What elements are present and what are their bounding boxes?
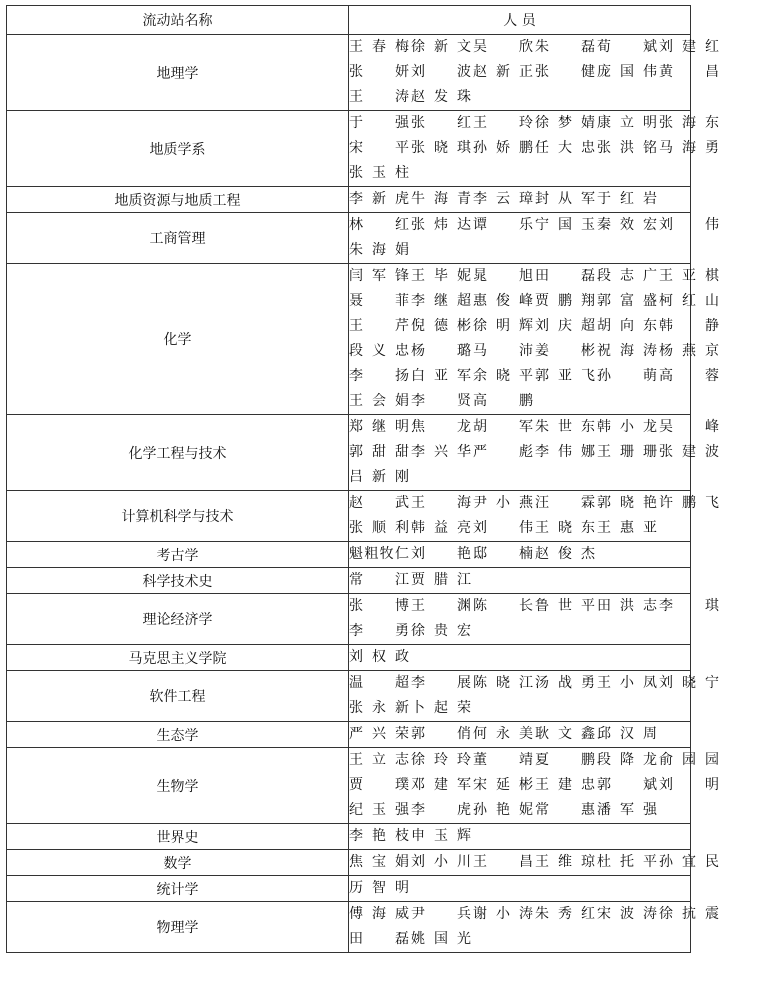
person-name: 李 扬 <box>349 368 409 384</box>
person-name: 温 超 <box>349 675 409 691</box>
person-name: 惠俊峰 <box>473 293 533 309</box>
person-name: 李艳枝 <box>349 828 409 844</box>
people-list <box>349 264 781 414</box>
person-name: 王 海 <box>411 495 471 511</box>
person-name: 朱海娟 <box>349 242 409 258</box>
person-name: 韩 静 <box>659 318 719 334</box>
person-name: 纪玉强 <box>349 802 409 818</box>
person-name: 刘 艳 <box>411 546 471 562</box>
person-name: 王会娟 <box>349 393 409 409</box>
person-name: 刘 明 <box>659 777 719 793</box>
person-name: 张顺利 <box>349 520 409 536</box>
person-name: 卜起荣 <box>411 700 471 716</box>
people-cell <box>349 645 691 671</box>
person-name: 邸 楠 <box>473 546 533 562</box>
person-name: 郭 俏 <box>411 726 471 742</box>
person-name: 秦效宏 <box>597 217 657 233</box>
person-name: 吴 欣 <box>473 39 533 55</box>
person-name: 刘 伟 <box>473 520 533 536</box>
table-row <box>7 876 691 902</box>
person-name: 刘小川 <box>411 854 471 870</box>
people-list <box>349 111 781 186</box>
table-row <box>7 824 691 850</box>
person-name: 韩益亮 <box>411 520 471 536</box>
station-name: 理论经济学 <box>7 594 349 645</box>
person-name: 于 强 <box>349 115 409 131</box>
person-name: 许鹏飞 <box>659 495 719 511</box>
people-list <box>349 722 781 747</box>
person-name: 封从军 <box>535 191 595 207</box>
person-name: 王 昌 <box>473 854 533 870</box>
people-cell <box>349 264 719 415</box>
table-row <box>7 722 691 748</box>
person-name: 严兴荣 <box>349 726 409 742</box>
person-name: 徐玲玲 <box>411 752 471 768</box>
person-name: 郭甜甜 <box>349 444 409 460</box>
person-name: 王春梅 <box>349 39 409 55</box>
people-list <box>349 491 781 541</box>
people-cell <box>349 491 719 542</box>
person-name: 王惠亚 <box>597 520 657 536</box>
person-name: 焦宝娟 <box>349 854 409 870</box>
person-name: 谭 乐 <box>473 217 533 233</box>
person-name: 刘 波 <box>411 64 471 80</box>
person-name: 马海勇 <box>659 140 719 156</box>
person-name: 宁国玉 <box>535 217 595 233</box>
person-name: 张永新 <box>349 700 409 716</box>
person-name: 赵新正 <box>473 64 533 80</box>
person-name: 王 芹 <box>349 318 409 334</box>
person-name: 张海东 <box>659 115 719 131</box>
people-cell <box>349 722 691 748</box>
person-name: 姜 彬 <box>535 343 595 359</box>
person-name: 王建忠 <box>535 777 595 793</box>
person-name: 宋 平 <box>349 140 409 156</box>
table-row <box>7 748 691 824</box>
person-name: 常 惠 <box>535 802 595 818</box>
person-name: 王毕妮 <box>411 268 471 284</box>
table-row <box>7 415 691 491</box>
table-body <box>7 35 719 953</box>
person-name: 刘 伟 <box>659 217 719 233</box>
person-name: 孙娇鹏 <box>473 140 533 156</box>
person-name: 徐贵宏 <box>411 623 471 639</box>
station-name: 地质学系 <box>7 111 349 187</box>
people-list <box>349 568 781 593</box>
person-name: 徐抗震 <box>659 906 719 922</box>
person-name: 吕新刚 <box>349 469 409 485</box>
people-list <box>349 542 781 567</box>
person-name: 孙 萌 <box>597 368 657 384</box>
table-row <box>7 671 691 722</box>
person-name: 朱 磊 <box>535 39 595 55</box>
person-name: 孙艳妮 <box>473 802 533 818</box>
person-name: 徐明辉 <box>473 318 533 334</box>
person-name: 李伟娜 <box>535 444 595 460</box>
station-name: 地理学 <box>7 35 349 111</box>
person-name: 王亚棋 <box>659 268 719 284</box>
person-name: 高 蓉 <box>659 368 719 384</box>
people-cell <box>349 111 719 187</box>
person-name: 李 琪 <box>659 598 719 614</box>
station-name: 工商管理 <box>7 213 349 264</box>
people-list <box>349 415 781 490</box>
person-name: 宋波涛 <box>597 906 657 922</box>
person-name: 耿文鑫 <box>535 726 595 742</box>
person-name: 俞园园 <box>659 752 719 768</box>
person-name: 刘权政 <box>349 649 409 665</box>
person-name: 汪 霖 <box>535 495 595 511</box>
station-name: 马克思主义学院 <box>7 645 349 671</box>
people-list <box>349 213 781 263</box>
person-name: 贾鹏翔 <box>535 293 595 309</box>
person-name: 李云璋 <box>473 191 533 207</box>
person-name: 荀 斌 <box>597 39 657 55</box>
person-name: 胡向东 <box>597 318 657 334</box>
people-list <box>349 824 781 849</box>
person-name: 黄 昌 <box>659 64 719 80</box>
station-name: 考古学 <box>7 542 349 568</box>
person-name: 陈晓江 <box>473 675 533 691</box>
person-name: 邓建军 <box>411 777 471 793</box>
person-name: 贾 璞 <box>349 777 409 793</box>
people-cell <box>349 876 691 902</box>
people-list <box>349 187 781 212</box>
person-name: 胡 军 <box>473 419 533 435</box>
person-name: 董 靖 <box>473 752 533 768</box>
people-cell <box>349 415 719 491</box>
people-cell <box>349 35 719 111</box>
person-name: 李 勇 <box>349 623 409 639</box>
person-name: 张玉柱 <box>349 165 409 181</box>
person-name: 朱世东 <box>535 419 595 435</box>
table-row <box>7 264 691 415</box>
person-name: 段志广 <box>597 268 657 284</box>
table-row <box>7 111 691 187</box>
station-name: 科学技术史 <box>7 568 349 594</box>
person-name: 姚国光 <box>411 931 471 947</box>
table-row <box>7 491 691 542</box>
person-name: 任大忠 <box>535 140 595 156</box>
table-row <box>7 568 691 594</box>
person-name: 张 红 <box>411 115 471 131</box>
person-name: 宋延彬 <box>473 777 533 793</box>
person-name: 张晓琪 <box>411 140 471 156</box>
person-name: 余晓平 <box>473 368 533 384</box>
person-name: 吴 峰 <box>659 419 719 435</box>
person-name: 段降龙 <box>597 752 657 768</box>
person-name: 祝海涛 <box>597 343 657 359</box>
people-cell <box>349 594 719 645</box>
person-name: 李 贤 <box>411 393 471 409</box>
person-name: 赵发珠 <box>411 89 471 105</box>
person-name: 李新虎 <box>349 191 409 207</box>
people-cell <box>349 187 691 213</box>
person-name: 何永美 <box>473 726 533 742</box>
postdoc-station-table <box>6 5 719 953</box>
station-name: 化学 <box>7 264 349 415</box>
person-name: 谢小涛 <box>473 906 533 922</box>
person-name: 田 磊 <box>349 931 409 947</box>
header-people: 人 员 <box>349 6 691 35</box>
station-name: 化学工程与技术 <box>7 415 349 491</box>
person-name: 王 渊 <box>411 598 471 614</box>
person-name: 鲁世平 <box>535 598 595 614</box>
people-cell <box>349 748 719 824</box>
station-name: 生物学 <box>7 748 349 824</box>
station-name: 统计学 <box>7 876 349 902</box>
person-name: 杜托平 <box>597 854 657 870</box>
person-name: 王 涛 <box>349 89 409 105</box>
station-name: 地质资源与地质工程 <box>7 187 349 213</box>
person-name: 陈 长 <box>473 598 533 614</box>
table-row <box>7 594 691 645</box>
person-name: 杨 璐 <box>411 343 471 359</box>
person-name: 常 江 <box>349 572 409 588</box>
person-name: 赵俊杰 <box>535 546 595 562</box>
people-cell <box>349 542 691 568</box>
person-name: 杨燕京 <box>659 343 719 359</box>
person-name: 王珊珊 <box>597 444 657 460</box>
person-name: 刘晓宁 <box>659 675 719 691</box>
table-row <box>7 213 691 264</box>
person-name: 王晓东 <box>535 520 595 536</box>
person-name: 段义忠 <box>349 343 409 359</box>
person-name: 韩小龙 <box>597 419 657 435</box>
table-header-row <box>7 6 691 35</box>
person-name: 潘军强 <box>597 802 657 818</box>
person-name: 申玉辉 <box>411 828 471 844</box>
person-name: 朱秀红 <box>535 906 595 922</box>
person-name: 孙宜民 <box>659 854 719 870</box>
person-name: 夏 鹏 <box>535 752 595 768</box>
station-name: 计算机科学与技术 <box>7 491 349 542</box>
person-name: 郑继明 <box>349 419 409 435</box>
person-name: 闫军锋 <box>349 268 409 284</box>
people-list <box>349 671 781 721</box>
person-name: 王小凤 <box>597 675 657 691</box>
person-name: 焦 龙 <box>411 419 471 435</box>
person-name: 白亚军 <box>411 368 471 384</box>
person-name: 徐新文 <box>411 39 471 55</box>
person-name: 张炜达 <box>411 217 471 233</box>
table-row <box>7 902 691 953</box>
person-name: 贾腊江 <box>411 572 471 588</box>
person-name: 李 展 <box>411 675 471 691</box>
person-name: 邱汉周 <box>597 726 657 742</box>
station-name: 软件工程 <box>7 671 349 722</box>
person-name: 历智明 <box>349 880 409 896</box>
person-name: 张 妍 <box>349 64 409 80</box>
people-list <box>349 35 781 110</box>
person-name: 王 玲 <box>473 115 533 131</box>
person-name: 王维琼 <box>535 854 595 870</box>
table-row <box>7 542 691 568</box>
person-name: 郭亚飞 <box>535 368 595 384</box>
person-name: 王立志 <box>349 752 409 768</box>
person-name: 魁粗牧仁 <box>349 546 409 562</box>
person-name: 林 红 <box>349 217 409 233</box>
person-name: 张 健 <box>535 64 595 80</box>
station-name: 数学 <box>7 850 349 876</box>
person-name: 倪德彬 <box>411 318 471 334</box>
people-cell <box>349 671 719 722</box>
person-name: 田洪志 <box>597 598 657 614</box>
person-name: 严 彪 <box>473 444 533 460</box>
people-list <box>349 876 781 901</box>
table-row <box>7 187 691 213</box>
station-name: 物理学 <box>7 902 349 953</box>
person-name: 高 鹏 <box>473 393 533 409</box>
person-name: 徐梦婧 <box>535 115 595 131</box>
person-name: 于红岩 <box>597 191 657 207</box>
station-name: 世界史 <box>7 824 349 850</box>
people-cell <box>349 824 691 850</box>
person-name: 田 磊 <box>535 268 595 284</box>
person-name: 刘建红 <box>659 39 719 55</box>
people-list <box>349 594 781 644</box>
person-name: 汤战勇 <box>535 675 595 691</box>
table-row <box>7 645 691 671</box>
person-name: 郭晓艳 <box>597 495 657 511</box>
person-name: 郭 斌 <box>597 777 657 793</box>
header-station: 流动站名称 <box>7 6 349 35</box>
person-name: 郭富盛 <box>597 293 657 309</box>
people-cell <box>349 568 691 594</box>
people-list <box>349 850 781 875</box>
person-name: 李 虎 <box>411 802 471 818</box>
person-name: 张 博 <box>349 598 409 614</box>
person-name: 张洪铭 <box>597 140 657 156</box>
people-cell <box>349 902 719 953</box>
person-name: 康立明 <box>597 115 657 131</box>
person-name: 刘庆超 <box>535 318 595 334</box>
person-name: 李继超 <box>411 293 471 309</box>
people-list <box>349 645 781 670</box>
person-name: 尹小燕 <box>473 495 533 511</box>
people-list <box>349 902 781 952</box>
table-row <box>7 35 691 111</box>
person-name: 柯红山 <box>659 293 719 309</box>
person-name: 庞国伟 <box>597 64 657 80</box>
person-name: 张建波 <box>659 444 719 460</box>
people-cell <box>349 850 719 876</box>
person-name: 尹 兵 <box>411 906 471 922</box>
station-name: 生态学 <box>7 722 349 748</box>
person-name: 傅海威 <box>349 906 409 922</box>
person-name: 赵 武 <box>349 495 409 511</box>
person-name: 聂 菲 <box>349 293 409 309</box>
table-row <box>7 850 691 876</box>
person-name: 李兴华 <box>411 444 471 460</box>
person-name: 马 沛 <box>473 343 533 359</box>
people-cell <box>349 213 719 264</box>
people-list <box>349 748 781 823</box>
person-name: 牛海青 <box>411 191 471 207</box>
person-name: 晁 旭 <box>473 268 533 284</box>
